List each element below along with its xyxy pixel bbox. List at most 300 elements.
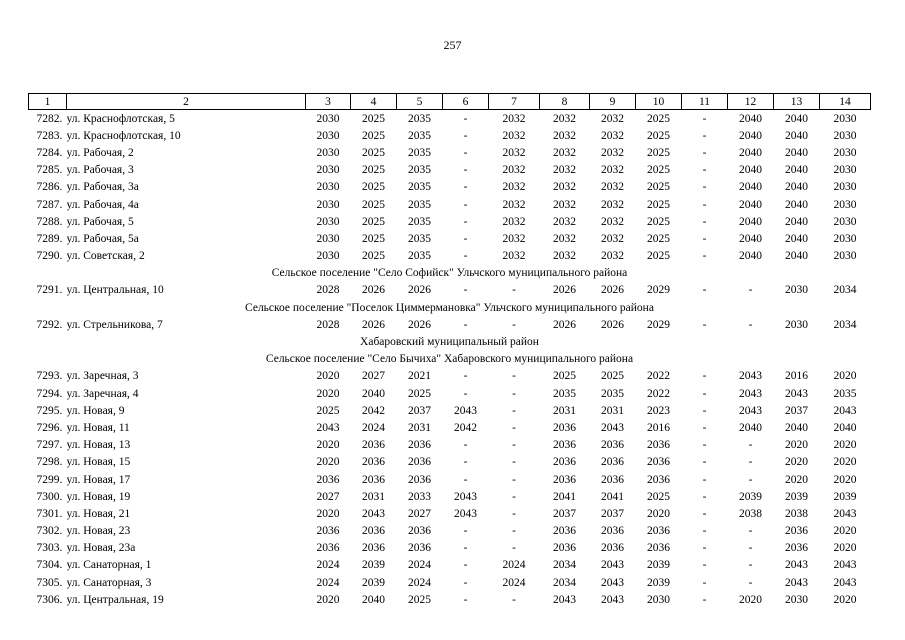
year-cell: 2025 <box>647 490 670 503</box>
year-cell: 2036 <box>362 525 385 538</box>
address-cell: ул. Новая, 9 <box>66 404 125 417</box>
year-cell: 2031 <box>601 404 624 417</box>
year-cell: 2032 <box>502 164 526 177</box>
header-cell: 6 <box>443 94 489 110</box>
address-cell: ул. Санаторная, 3 <box>66 576 152 589</box>
year-cell: - <box>463 593 468 606</box>
year-cell: 2025 <box>362 112 385 125</box>
row-number: 7302. <box>36 525 63 538</box>
year-cell: 2043 <box>739 387 762 400</box>
header-cell: 13 <box>774 94 820 110</box>
year-cell: 2025 <box>362 181 385 194</box>
year-cell: - <box>512 318 516 331</box>
year-cell: 2042 <box>454 421 477 434</box>
address-cell: ул. Новая, 15 <box>66 456 131 469</box>
year-cell: 2032 <box>502 129 526 142</box>
row-number: 7283. <box>36 129 63 142</box>
year-cell: 2036 <box>601 439 624 452</box>
year-cell: 2036 <box>408 525 431 538</box>
year-cell: 2032 <box>601 164 624 177</box>
year-cell: 2035 <box>408 112 431 125</box>
year-cell: 2032 <box>553 250 576 263</box>
table-row <box>29 471 871 488</box>
table-row <box>29 557 871 574</box>
year-cell: - <box>702 525 707 538</box>
year-cell: 2041 <box>601 490 624 503</box>
year-cell: 2025 <box>647 250 670 263</box>
year-cell: - <box>748 318 753 331</box>
row-number: 7304. <box>36 559 63 572</box>
header-cell: 5 <box>397 94 443 110</box>
table-row <box>29 162 871 179</box>
year-cell: 2040 <box>785 181 808 194</box>
address-cell: ул. Рабочая, 3 <box>66 164 134 177</box>
year-cell: - <box>702 250 707 263</box>
year-cell: - <box>463 146 468 159</box>
year-cell: - <box>748 456 753 469</box>
year-cell: 2043 <box>454 404 477 417</box>
section-heading-row <box>29 265 871 282</box>
year-cell: 2040 <box>739 181 762 194</box>
year-cell: 2030 <box>316 250 340 263</box>
row-number: 7298. <box>36 456 63 469</box>
row-number: 7306. <box>36 593 63 606</box>
year-cell: - <box>702 576 707 589</box>
year-cell: - <box>463 370 468 383</box>
year-cell: 2030 <box>785 593 808 606</box>
year-cell: 2026 <box>408 318 431 331</box>
year-cell: - <box>512 439 516 452</box>
year-cell: 2036 <box>647 473 670 486</box>
address-cell: ул. Новая, 17 <box>66 473 131 486</box>
section-heading: Сельское поселение "Село Софийск" Ульчского муниципального района <box>271 267 628 280</box>
year-cell: - <box>748 473 753 486</box>
year-cell: 2035 <box>601 387 624 400</box>
year-cell: - <box>512 490 516 503</box>
year-cell: 2032 <box>601 215 624 228</box>
year-cell: - <box>702 146 707 159</box>
year-cell: 2040 <box>739 250 762 263</box>
year-cell: 2030 <box>833 232 857 245</box>
year-cell: - <box>702 284 707 297</box>
year-cell: 2024 <box>502 576 526 589</box>
year-cell: 2035 <box>408 164 431 177</box>
year-cell: 2016 <box>647 421 670 434</box>
year-cell: 2036 <box>408 473 431 486</box>
year-cell: - <box>512 370 516 383</box>
section-heading: Сельское поселение "Поселок Циммермановка" Ульчского муниципального района <box>245 301 654 314</box>
year-cell: 2027 <box>362 370 385 383</box>
year-cell: 2032 <box>502 232 526 245</box>
year-cell: 2037 <box>553 507 576 520</box>
year-cell: 2043 <box>316 421 340 434</box>
row-number: 7287. <box>36 198 63 211</box>
year-cell: 2040 <box>739 215 762 228</box>
year-cell: - <box>512 525 516 538</box>
year-cell: - <box>702 473 707 486</box>
year-cell: 2026 <box>553 284 576 297</box>
year-cell: 2039 <box>739 490 762 503</box>
year-cell: 2030 <box>833 164 857 177</box>
header-cell: 2 <box>67 94 306 110</box>
year-cell: 2030 <box>833 146 857 159</box>
row-number: 7289. <box>36 232 63 245</box>
year-cell: 2040 <box>833 421 857 434</box>
year-cell: 2036 <box>601 542 624 555</box>
year-cell: 2036 <box>601 473 624 486</box>
year-cell: 2032 <box>502 198 526 211</box>
address-cell: ул. Краснофлотская, 5 <box>66 112 175 125</box>
year-cell: 2030 <box>316 232 340 245</box>
year-cell: 2040 <box>739 232 762 245</box>
header-cell: 3 <box>306 94 351 110</box>
year-cell: 2020 <box>833 370 857 383</box>
year-cell: 2032 <box>553 129 576 142</box>
year-cell: - <box>748 439 753 452</box>
address-cell: ул. Рабочая, 2 <box>66 146 134 159</box>
year-cell: 2036 <box>553 456 576 469</box>
year-cell: 2025 <box>362 250 385 263</box>
year-cell: 2035 <box>408 129 431 142</box>
year-cell: 2031 <box>553 404 576 417</box>
year-cell: 2032 <box>502 146 526 159</box>
year-cell: 2043 <box>785 559 808 572</box>
year-cell: - <box>512 421 516 434</box>
year-cell: 2020 <box>833 473 857 486</box>
year-cell: 2043 <box>601 559 624 572</box>
year-cell: - <box>463 542 468 555</box>
address-cell: ул. Центральная, 10 <box>66 284 164 297</box>
year-cell: 2034 <box>833 318 857 331</box>
year-cell: 2020 <box>833 456 857 469</box>
year-cell: 2030 <box>785 318 808 331</box>
table-row <box>29 144 871 161</box>
year-cell: 2043 <box>601 576 624 589</box>
row-number: 7296. <box>36 421 63 434</box>
page-number: 257 <box>443 38 462 52</box>
year-cell: 2040 <box>785 250 808 263</box>
table-row <box>29 505 871 522</box>
year-cell: 2030 <box>833 198 857 211</box>
table-row <box>29 213 871 230</box>
year-cell: 2036 <box>647 439 670 452</box>
year-cell: 2036 <box>408 542 431 555</box>
header-cell: 9 <box>590 94 636 110</box>
year-cell: - <box>702 593 707 606</box>
address-cell: ул. Заречная, 4 <box>66 387 139 400</box>
year-cell: - <box>463 439 468 452</box>
address-cell: ул. Новая, 11 <box>66 421 130 434</box>
table-row <box>29 523 871 540</box>
address-cell: ул. Новая, 13 <box>66 439 131 452</box>
year-cell: 2032 <box>502 181 526 194</box>
year-cell: - <box>702 542 707 555</box>
year-cell: 2020 <box>785 473 808 486</box>
year-cell: 2025 <box>362 129 385 142</box>
year-cell: - <box>702 198 707 211</box>
year-cell: 2025 <box>362 146 385 159</box>
year-cell: 2036 <box>785 542 808 555</box>
year-cell: 2036 <box>553 473 576 486</box>
year-cell: 2039 <box>362 576 385 589</box>
year-cell: 2030 <box>647 593 670 606</box>
year-cell: 2024 <box>362 421 385 434</box>
year-cell: 2032 <box>601 232 624 245</box>
year-cell: 2020 <box>316 387 340 400</box>
year-cell: - <box>463 318 468 331</box>
section-heading-row <box>29 299 871 316</box>
year-cell: 2040 <box>785 146 808 159</box>
year-cell: - <box>512 284 516 297</box>
year-cell: 2025 <box>408 387 431 400</box>
year-cell: 2020 <box>833 593 857 606</box>
year-cell: 2036 <box>316 473 340 486</box>
year-cell: 2038 <box>739 507 762 520</box>
year-cell: 2036 <box>408 439 431 452</box>
row-number: 7292. <box>36 318 63 331</box>
year-cell: - <box>702 507 707 520</box>
year-cell: 2043 <box>739 404 762 417</box>
year-cell: 2039 <box>785 490 808 503</box>
year-cell: 2040 <box>362 593 385 606</box>
row-number: 7295. <box>36 404 63 417</box>
year-cell: 2043 <box>362 507 385 520</box>
year-cell: - <box>702 112 707 125</box>
year-cell: 2025 <box>647 181 670 194</box>
year-cell: 2034 <box>833 284 857 297</box>
year-cell: 2043 <box>739 370 762 383</box>
year-cell: - <box>748 576 753 589</box>
year-cell: 2028 <box>316 284 340 297</box>
year-cell: 2040 <box>785 232 808 245</box>
year-cell: 2030 <box>785 284 808 297</box>
year-cell: 2035 <box>408 232 431 245</box>
year-cell: 2020 <box>316 507 340 520</box>
year-cell: - <box>463 284 468 297</box>
table-row <box>29 437 871 454</box>
row-number: 7290. <box>36 250 63 263</box>
year-cell: 2031 <box>408 421 431 434</box>
year-cell: - <box>702 215 707 228</box>
row-number: 7282. <box>36 112 63 125</box>
year-cell: 2025 <box>647 112 670 125</box>
table-row <box>29 574 871 591</box>
year-cell: 2032 <box>553 198 576 211</box>
header-cell: 14 <box>820 94 871 110</box>
year-cell: 2025 <box>601 370 624 383</box>
year-cell: 2042 <box>362 404 385 417</box>
year-cell: 2032 <box>553 164 576 177</box>
year-cell: 2025 <box>647 164 670 177</box>
year-cell: - <box>512 507 516 520</box>
year-cell: 2038 <box>785 507 808 520</box>
address-cell: ул. Новая, 23а <box>66 542 136 555</box>
year-cell: 2040 <box>785 112 808 125</box>
year-cell: 2036 <box>362 542 385 555</box>
table-row <box>29 230 871 247</box>
address-cell: ул. Краснофлотская, 10 <box>66 129 181 142</box>
year-cell: 2039 <box>833 490 857 503</box>
header-cell: 7 <box>489 94 540 110</box>
year-cell: 2032 <box>601 146 624 159</box>
address-cell: ул. Новая, 23 <box>66 525 131 538</box>
table-header <box>29 94 871 110</box>
year-cell: 2043 <box>785 387 808 400</box>
year-cell: - <box>702 181 707 194</box>
year-cell: - <box>702 456 707 469</box>
year-cell: 2036 <box>553 421 576 434</box>
year-cell: 2035 <box>408 215 431 228</box>
year-cell: 2026 <box>601 318 624 331</box>
row-number: 7294. <box>36 387 63 400</box>
row-number: 7293. <box>36 370 63 383</box>
year-cell: - <box>702 370 707 383</box>
header-cell: 1 <box>29 94 67 110</box>
year-cell: 2043 <box>785 576 808 589</box>
year-cell: 2020 <box>647 507 670 520</box>
year-cell: - <box>463 456 468 469</box>
year-cell: 2040 <box>785 421 808 434</box>
address-cell: ул. Заречная, 3 <box>66 370 139 383</box>
row-number: 7291. <box>36 284 63 297</box>
year-cell: 2043 <box>833 507 857 520</box>
year-cell: - <box>463 181 468 194</box>
year-cell: 2040 <box>785 164 808 177</box>
year-cell: 2036 <box>316 542 340 555</box>
address-cell: ул. Рабочая, 5 <box>66 215 134 228</box>
header-cell: 12 <box>728 94 774 110</box>
year-cell: - <box>463 112 468 125</box>
year-cell: 2036 <box>785 525 808 538</box>
year-cell: - <box>463 198 468 211</box>
address-cell: ул. Рабочая, 4а <box>66 198 139 211</box>
year-cell: 2033 <box>408 490 431 503</box>
year-cell: 2020 <box>316 593 340 606</box>
header-cell: 4 <box>351 94 397 110</box>
year-cell: - <box>702 318 707 331</box>
table-row <box>29 110 871 128</box>
table-row <box>29 282 871 299</box>
year-cell: 2024 <box>408 576 431 589</box>
year-cell: 2024 <box>408 559 431 572</box>
year-cell: 2035 <box>408 198 431 211</box>
year-cell: - <box>463 215 468 228</box>
year-cell: 2025 <box>647 232 670 245</box>
year-cell: 2020 <box>739 593 762 606</box>
year-cell: 2039 <box>647 559 670 572</box>
data-table <box>28 93 871 608</box>
year-cell: 2026 <box>408 284 431 297</box>
year-cell: 2032 <box>553 215 576 228</box>
year-cell: 2025 <box>362 232 385 245</box>
year-cell: - <box>702 232 707 245</box>
row-number: 7303. <box>36 542 63 555</box>
year-cell: 2030 <box>316 181 340 194</box>
year-cell: 2022 <box>647 370 670 383</box>
year-cell: 2026 <box>601 284 624 297</box>
year-cell: 2029 <box>647 284 670 297</box>
year-cell: - <box>463 387 468 400</box>
year-cell: 2032 <box>553 112 576 125</box>
year-cell: - <box>748 542 753 555</box>
year-cell: 2032 <box>502 112 526 125</box>
year-cell: 2016 <box>785 370 808 383</box>
year-cell: 2020 <box>833 525 857 538</box>
table-row <box>29 196 871 213</box>
year-cell: - <box>512 593 516 606</box>
table-row <box>29 179 871 196</box>
year-cell: 2032 <box>553 232 576 245</box>
year-cell: 2043 <box>601 593 624 606</box>
year-cell: 2025 <box>408 593 431 606</box>
year-cell: 2022 <box>647 387 670 400</box>
year-cell: 2020 <box>316 439 340 452</box>
header-cell: 10 <box>636 94 682 110</box>
row-number: 7297. <box>36 439 63 452</box>
year-cell: 2036 <box>316 525 340 538</box>
year-cell: 2036 <box>553 525 576 538</box>
year-cell: 2030 <box>316 198 340 211</box>
year-cell: 2040 <box>739 421 762 434</box>
year-cell: 2035 <box>408 146 431 159</box>
year-cell: - <box>702 164 707 177</box>
year-cell: 2043 <box>833 404 857 417</box>
year-cell: 2032 <box>502 215 526 228</box>
year-cell: - <box>748 525 753 538</box>
section-heading-row <box>29 333 871 350</box>
year-cell: 2024 <box>502 559 526 572</box>
year-cell: 2040 <box>362 387 385 400</box>
year-cell: 2043 <box>454 490 477 503</box>
year-cell: 2036 <box>647 525 670 538</box>
year-cell: 2035 <box>553 387 576 400</box>
year-cell: 2036 <box>362 456 385 469</box>
year-cell: 2020 <box>316 370 340 383</box>
year-cell: - <box>463 473 468 486</box>
year-cell: - <box>512 387 516 400</box>
year-cell: 2025 <box>316 404 340 417</box>
year-cell: - <box>512 542 516 555</box>
table-row <box>29 316 871 333</box>
year-cell: 2043 <box>601 421 624 434</box>
year-cell: 2032 <box>601 181 624 194</box>
row-number: 7286. <box>36 181 63 194</box>
year-cell: - <box>463 250 468 263</box>
year-cell: 2032 <box>553 146 576 159</box>
year-cell: 2030 <box>833 129 857 142</box>
year-cell: 2027 <box>316 490 340 503</box>
year-cell: 2037 <box>601 507 624 520</box>
table-row <box>29 368 871 385</box>
year-cell: 2030 <box>316 146 340 159</box>
header-cell: 11 <box>682 94 728 110</box>
table-row <box>29 419 871 436</box>
year-cell: - <box>702 404 707 417</box>
year-cell: - <box>512 473 516 486</box>
year-cell: 2040 <box>739 164 762 177</box>
year-cell: 2036 <box>408 456 431 469</box>
year-cell: 2030 <box>316 215 340 228</box>
year-cell: 2040 <box>785 198 808 211</box>
year-cell: 2040 <box>785 129 808 142</box>
table-row <box>29 540 871 557</box>
year-cell: 2036 <box>553 542 576 555</box>
section-heading-row <box>29 351 871 368</box>
year-cell: - <box>463 559 468 572</box>
address-cell: ул. Рабочая, 5а <box>66 232 139 245</box>
year-cell: 2043 <box>454 507 477 520</box>
year-cell: 2030 <box>316 164 340 177</box>
